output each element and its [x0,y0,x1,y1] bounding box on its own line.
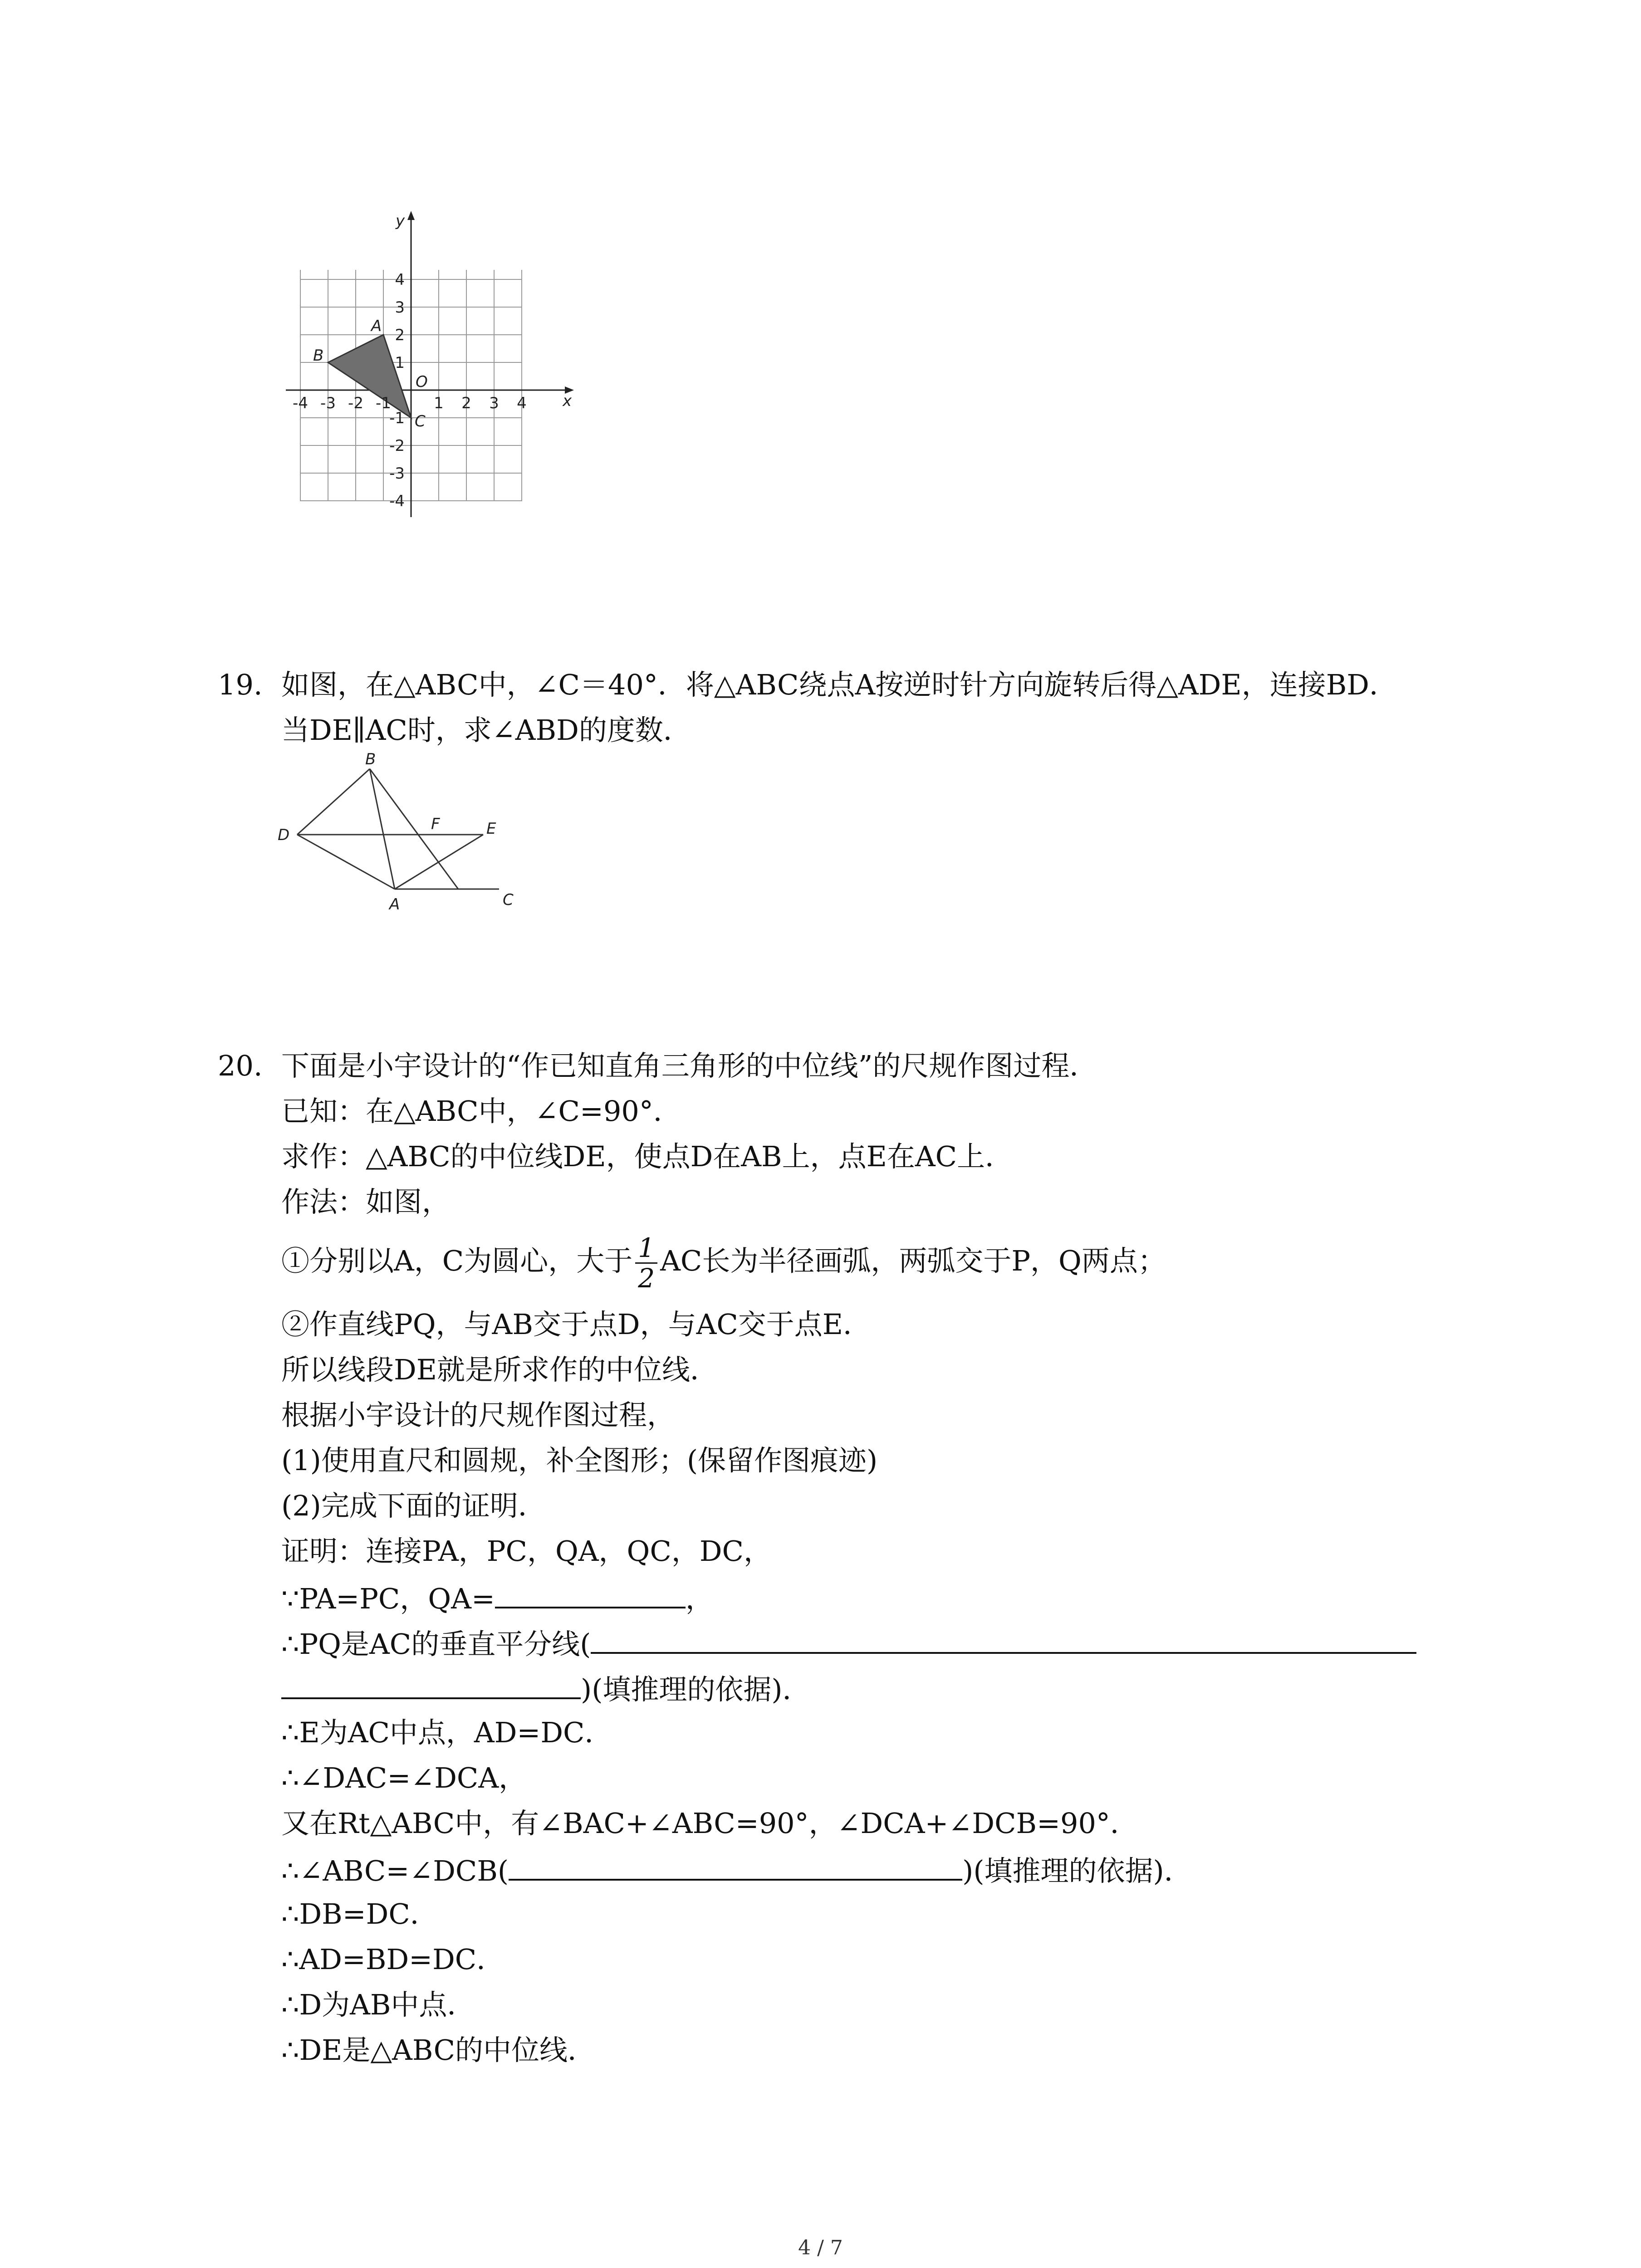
y-tick: 4 [395,271,405,289]
q20-line-2: 已知：在△ABC中，∠C=90°． [281,1095,681,1128]
q20-line-1: 下面是小宇设计的“作已知直角三角形的中位线”的尺规作图过程． [281,1049,1098,1082]
q20-line-16: ∴∠DAC=∠DCA， [281,1761,527,1794]
y-axis-arrow [407,211,415,220]
q20-line-8: 根据小宇设计的尺规作图过程， [281,1398,676,1432]
page-number: 4 / 7 [798,2236,843,2259]
q20-line-21: ∴D为AB中点． [281,1988,475,2021]
y-tick: 1 [395,354,405,372]
q20-line-18-part-b: )(填推理的依据)． [962,1854,1192,1887]
x-axis-label: x [563,392,572,410]
question-19-number: 19. [218,668,263,701]
x-tick: -3 [320,394,336,412]
label-f: F [431,815,440,833]
q20-line-22: ∴DE是△ABC的中位线． [281,2033,596,2067]
fill-blank-qa[interactable] [495,1579,686,1608]
fill-blank-reason-1b[interactable] [281,1669,581,1699]
q20-line-5 [281,1229,1166,1293]
y-tick: -3 [389,464,405,483]
q20-line-5-part-b: AC长为半径画弧，两弧交于P，Q两点； [660,1244,1166,1277]
point-label-b: B [313,347,324,365]
q20-line-9: (1)使用直尺和圆规，补全图形；(保留作图痕迹) [281,1444,878,1477]
q20-line-12-part-a: ∵PA=PC，QA= [281,1582,495,1615]
q20-line-18 [281,1851,1192,1889]
y-tick: -4 [389,492,405,510]
point-label-a: A [371,317,382,335]
q20-line-18-part-a: ∴∠ABC=∠DCB( [281,1854,509,1887]
label-d: D [278,826,290,844]
x-tick: -1 [376,394,391,412]
q20-line-13-text: ∴PQ是AC的垂直平分线( [281,1628,591,1661]
q20-line-7: 所以线段DE就是所求作的中位线． [281,1353,718,1386]
q20-line-13 [281,1624,1416,1662]
question-19-line-2: 当DE∥AC时，求∠ABD的度数． [281,714,691,747]
q20-line-19: ∴DB=DC． [281,1897,438,1931]
q20-line-4: 作法：如图， [281,1185,451,1218]
question-20-number: 20. [218,1049,263,1082]
fill-blank-reason-2[interactable] [509,1851,962,1881]
triangle-abc [328,335,411,418]
q20-line-15: ∴E为AC中点，AD=DC． [281,1716,613,1749]
q20-line-6: ②作直线PQ，与AB交于点D，与AC交于点E． [281,1308,872,1341]
q20-line-14 [281,1669,811,1708]
label-a: A [389,895,400,914]
coordinate-grid-figure [272,209,590,517]
fill-blank-reason-1a[interactable] [591,1624,1416,1654]
label-c: C [503,891,514,909]
y-tick: 2 [395,326,405,344]
q20-line-12-part-b: ， [685,1582,714,1615]
q20-line-11: 证明：连接PA，PC，QA，QC，DC， [281,1535,772,1568]
q20-line-10: (2)完成下面的证明． [281,1489,546,1522]
fraction-one-half [635,1233,657,1293]
origin-label: O [416,373,428,391]
label-b: B [365,753,376,768]
y-axis-label: y [396,212,405,230]
y-tick: -1 [389,409,405,427]
fraction-numerator: 1 [635,1233,657,1264]
question-19-figure [272,753,526,925]
q20-line-12 [281,1579,714,1617]
question-19-line-1: 如图，在△ABC中，∠C＝40°．将△ABC绕点A按逆时针方向旋转后得△ADE，连接BD． [281,668,1397,701]
label-e: E [486,820,496,838]
y-tick: -2 [389,437,405,455]
q20-line-20: ∴AD=BD=DC． [281,1943,505,1976]
x-tick: 4 [517,394,527,412]
x-tick: -4 [293,394,308,412]
y-tick: 3 [395,298,405,317]
x-tick: 1 [434,394,444,412]
x-tick: 2 [461,394,471,412]
fraction-denominator: 2 [638,1263,655,1294]
q20-line-17: 又在Rt△ABC中，有∠BAC+∠ABC=90°，∠DCA+∠DCB=90°． [281,1807,1138,1840]
x-tick: -2 [348,394,363,412]
q20-line-3: 求作：△ABC的中位线DE，使点D在AB上，点E在AC上． [281,1140,1014,1173]
q20-line-14-text: )(填推理的依据)． [581,1673,811,1706]
q20-line-5-part-a: ①分别以A，C为圆心，大于 [281,1244,633,1277]
x-tick: 3 [489,394,499,412]
point-label-c: C [415,412,426,430]
